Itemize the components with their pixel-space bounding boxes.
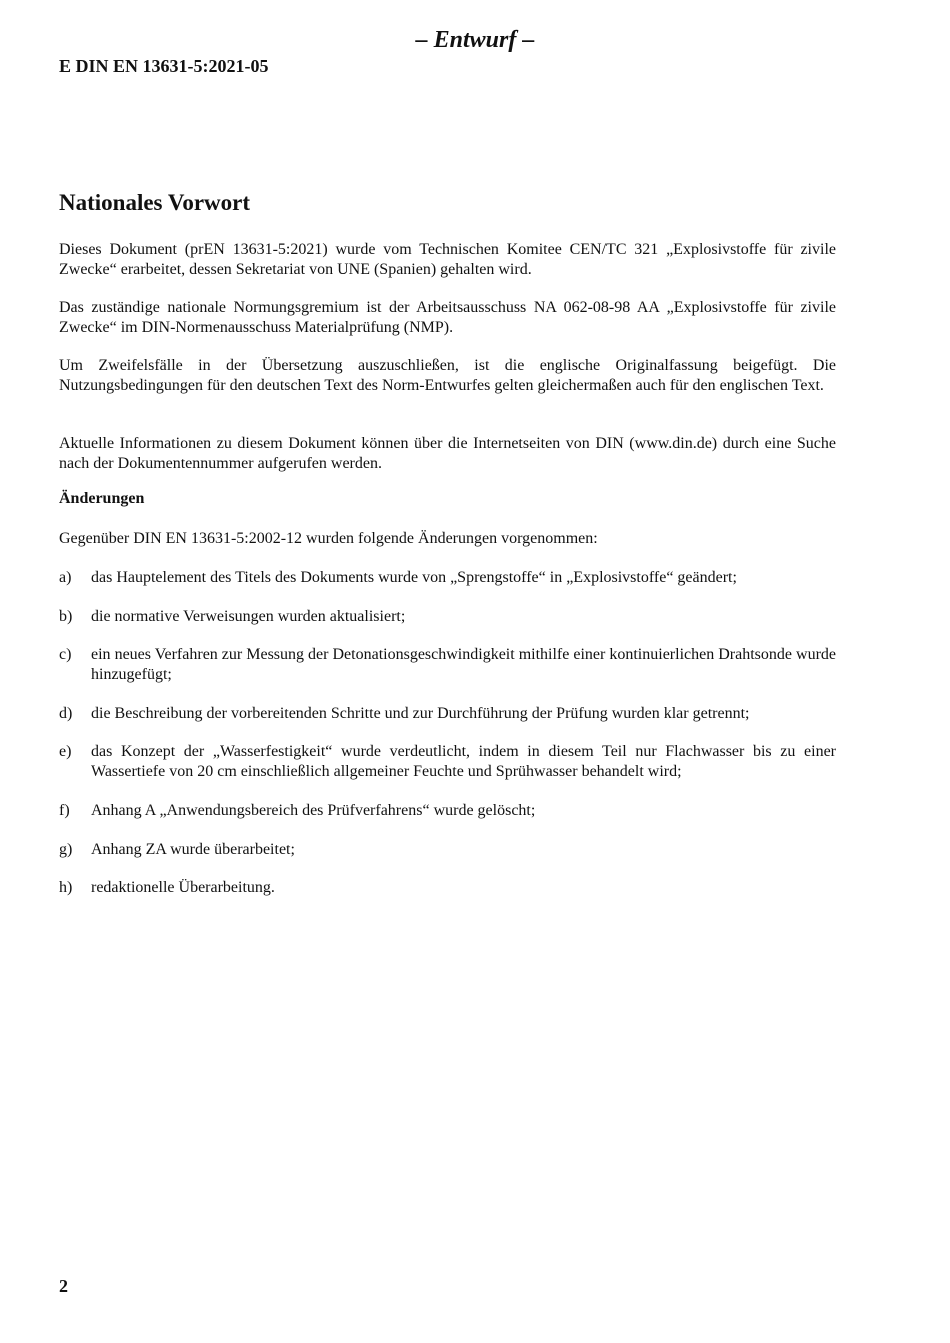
list-text: das Konzept der „Wasserfestigkeit“ wurde verdeutlicht, indem in diesem Teil nur Flachwasser bis zu einer Wassertiefe von 20 cm einschließlich allgemeiner Feuchte und Sprühwasser behandelt wird; [91, 743, 836, 780]
list-marker: d) [59, 705, 73, 722]
list-marker: b) [59, 608, 73, 625]
list-marker: g) [59, 841, 73, 858]
list-text: die Beschreibung der vorbereitenden Schritte und zur Durchführung der Prüfung wurden klar getrennt; [91, 705, 750, 722]
document-id: E DIN EN 13631-5:2021-05 [59, 56, 269, 76]
changes-intro: Gegenüber DIN EN 13631-5:2002-12 wurden folgende Änderungen vorgenommen: [59, 530, 598, 547]
list-marker: c) [59, 646, 72, 663]
draft-watermark: – Entwurf – [415, 27, 535, 53]
paragraph-national-body: Das zuständige nationale Normungsgremium ist der Arbeitsausschuss NA 062-08-98 AA „Explosivstoffe für zivile Zwecke“ im DIN-Normenausschuss Materialprüfung (NMP). [59, 299, 836, 336]
paragraph-translation: Um Zweifelsfälle in der Übersetzung auszuschließen, ist die englische Originalfassung beigefügt. Die Nutzungsbedingungen für den deutschen Text des Norm-Entwurfes gelten gleichermaßen auch für den englischen Text. [59, 357, 836, 394]
paragraph-information: Aktuelle Informationen zu diesem Dokument können über die Internetseiten von DIN (www.din.de) durch eine Suche nach der Dokumentennummer aufgerufen werden. [59, 435, 836, 472]
list-marker: f) [59, 802, 70, 819]
list-marker: e) [59, 743, 72, 760]
list-marker: a) [59, 569, 72, 586]
section-title: Nationales Vorwort [59, 190, 251, 215]
list-text: das Hauptelement des Titels des Dokuments wurde von „Sprengstoffe“ in „Explosivstoffe“ geändert; [91, 569, 737, 586]
list-text: Anhang ZA wurde überarbeitet; [91, 841, 295, 858]
list-text: Anhang A „Anwendungsbereich des Prüfverfahrens“ wurde gelöscht; [91, 802, 536, 819]
changes-heading: Änderungen [59, 490, 145, 507]
list-text: die normative Verweisungen wurden aktualisiert; [91, 608, 406, 625]
paragraph-committee: Dieses Dokument (prEN 13631-5:2021) wurde vom Technischen Komitee CEN/TC 321 „Explosivstoffe für zivile Zwecke“ erarbeitet, dessen Sekretariat von UNE (Spanien) gehalten wird. [59, 241, 836, 278]
list-text: redaktionelle Überarbeitung. [91, 879, 275, 896]
list-marker: h) [59, 879, 73, 896]
page-number: 2 [59, 1276, 68, 1296]
list-text: ein neues Verfahren zur Messung der Detonationsgeschwindigkeit mithilfe einer kontinuierlichen Drahtsonde wurde hinzugefügt; [91, 646, 836, 683]
